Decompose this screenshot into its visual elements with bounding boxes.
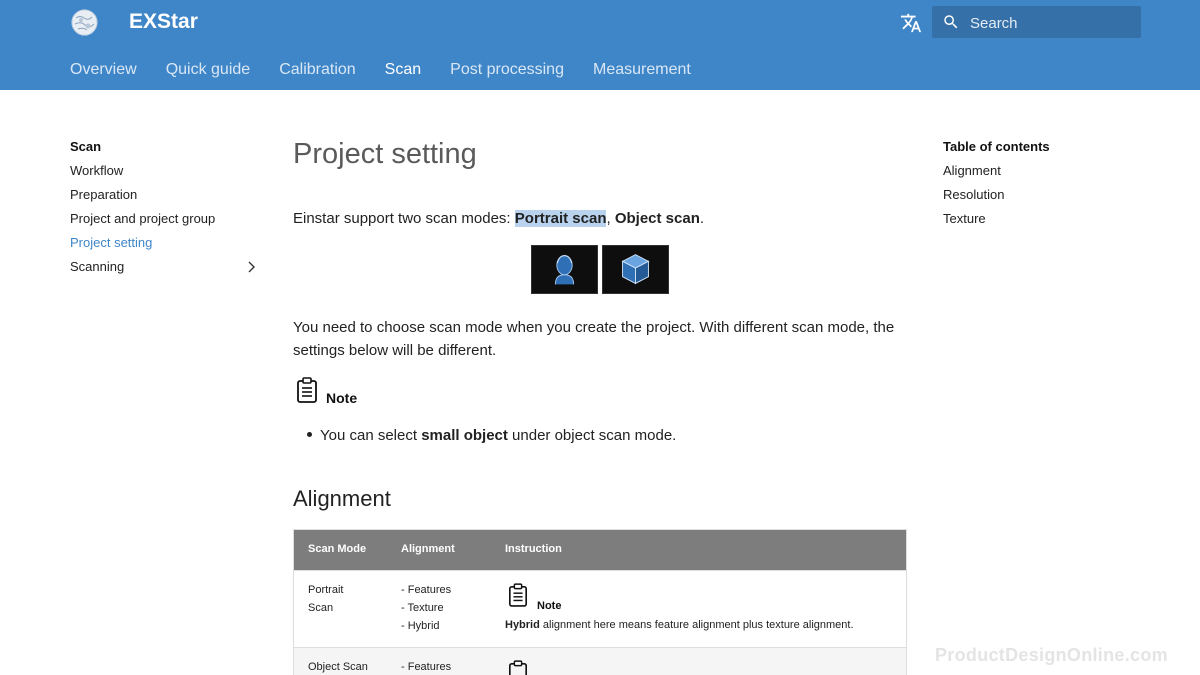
th-alignment: Alignment	[401, 543, 455, 555]
clipboard-note-icon	[508, 583, 528, 607]
table-of-contents	[943, 139, 1143, 235]
site-header	[0, 0, 1200, 90]
alignment-option: - Features	[401, 584, 452, 596]
alignment-heading: Alignment	[293, 486, 391, 511]
table-header	[294, 530, 906, 570]
portrait-scan-icon	[531, 245, 598, 294]
note-label: Note	[326, 390, 358, 406]
tab-post-processing[interactable]: Post processing	[450, 61, 564, 78]
intro-prefix: Einstar support two scan modes:	[293, 210, 515, 227]
th-scan-mode: Scan Mode	[308, 543, 367, 555]
mode-line: Scan	[308, 602, 334, 614]
object-scan-text: Object scan	[614, 210, 700, 227]
table-row	[294, 570, 906, 647]
sidebar-item-scanning[interactable]	[70, 259, 260, 275]
cell-note-label: Note	[537, 600, 562, 612]
note-bullet	[307, 427, 676, 445]
sidebar-item-project-setting[interactable]: Project setting	[70, 235, 153, 250]
globe-logo-icon[interactable]	[71, 9, 98, 36]
scan-mode-paragraph: You need to choose scan mode when you create the project. With different scan mode, the settings below will be different.	[293, 319, 895, 359]
toc-title: Table of contents	[943, 139, 1050, 154]
search-box[interactable]	[932, 6, 1141, 38]
tab-scan[interactable]: Scan	[384, 61, 422, 78]
intro-suffix: .	[699, 210, 705, 227]
bullet-dot	[307, 432, 312, 437]
mode-line: Portrait	[308, 584, 344, 596]
object-scan-icon	[602, 245, 669, 294]
watermark: ProductDesignOnline.com	[935, 645, 1168, 665]
intro-separator: ,	[606, 210, 615, 227]
tab-measurement[interactable]: Measurement	[592, 61, 691, 78]
intro-paragraph	[293, 209, 704, 229]
sidebar-item-label: Scanning	[70, 259, 125, 274]
translate-icon[interactable]	[900, 12, 922, 34]
cell-alignment	[401, 581, 451, 635]
alignment-table	[293, 529, 907, 675]
portrait-scan-text: Portrait scan	[514, 210, 607, 227]
table-row	[294, 647, 906, 675]
clipboard-note-icon	[508, 660, 528, 675]
toc-item-texture[interactable]: Texture	[943, 211, 986, 226]
sidebar-title: Scan	[70, 139, 102, 154]
tab-calibration[interactable]: Calibration	[279, 61, 356, 78]
toc-item-alignment[interactable]: Alignment	[943, 163, 1001, 178]
search-input[interactable]	[970, 6, 1135, 38]
sidebar-item-preparation[interactable]: Preparation	[70, 187, 138, 202]
chevron-right-icon[interactable]	[246, 261, 256, 273]
sidebar-item-project-and-project-group[interactable]: Project and project group	[70, 211, 216, 226]
tab-quick-guide[interactable]: Quick guide	[165, 61, 251, 78]
tab-overview[interactable]: Overview	[70, 61, 137, 78]
alignment-option: - Hybrid	[401, 620, 440, 632]
cell-instruction	[505, 616, 854, 634]
bullet-suffix: under object scan mode.	[507, 427, 677, 444]
clipboard-note-icon	[296, 377, 318, 403]
toc-item-resolution[interactable]: Resolution	[943, 187, 1005, 202]
main-nav-tabs	[70, 60, 720, 80]
scan-mode-icons	[531, 245, 673, 294]
page-title: Project setting	[293, 138, 477, 170]
th-instruction: Instruction	[505, 543, 562, 555]
alignment-option: - Texture	[401, 602, 444, 614]
sidebar-nav	[70, 139, 260, 283]
bullet-prefix: You can select	[320, 427, 422, 444]
cell-scan-mode	[308, 581, 343, 617]
search-icon	[942, 13, 960, 31]
cell-scan-mode: Object Scan	[308, 661, 368, 673]
site-title[interactable]: EXStar	[129, 10, 198, 33]
cell-alignment: - Features	[401, 661, 452, 673]
bullet-bold: small object	[421, 427, 508, 444]
instruction-bold: Hybrid	[505, 619, 540, 631]
instruction-text: alignment here means feature alignment plus texture alignment.	[539, 619, 854, 631]
sidebar-item-workflow[interactable]: Workflow	[70, 163, 124, 178]
